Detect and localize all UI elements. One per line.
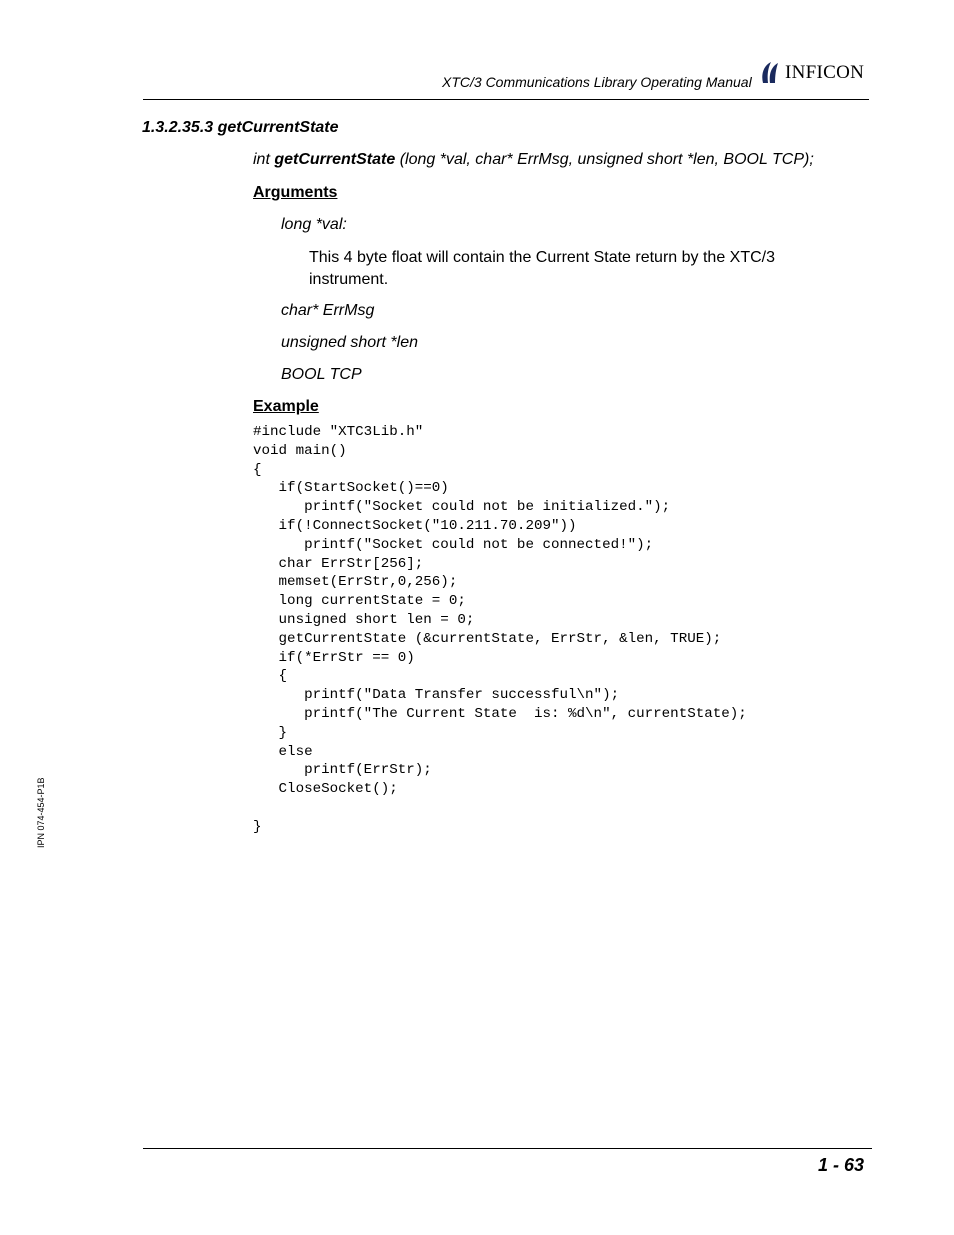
argument-description: This 4 byte float will contain the Current State return by the XTC/3 instrument.: [309, 249, 775, 288]
function-signature: [253, 151, 814, 169]
header-title: XTC/3 Communications Library Operating Manual: [442, 74, 752, 90]
argument-name: unsigned short *len: [281, 334, 418, 351]
argument-name: char* ErrMsg: [281, 302, 375, 319]
signature-function-name: getCurrentState: [274, 151, 396, 168]
argument-name: long *val:: [281, 216, 347, 233]
example-code-block: #include "XTC3Lib.h" void main() { if(StartSocket()==0) printf("Socket could not be initialized."); if(!ConnectSocket("10.211.70.209")) printf("Socket could not be connected!"); char ErrStr[256]; memset(ErrStr,0,256); long currentState = 0; unsigned short len = 0; getCurrentState (&currentState, ErrStr, &len, TRUE); if(*ErrStr == 0) { printf("Data Transfer successful\n"); printf("The Current State is: %d\n", currentState); } else printf(ErrStr); CloseSocket(); }: [253, 424, 747, 835]
arguments-heading: Arguments: [253, 184, 338, 201]
section-heading: 1.3.2.35.3 getCurrentState: [142, 119, 339, 136]
brand-logo: [760, 58, 864, 86]
inficon-logo-icon: [760, 60, 782, 84]
logo-text: INFICON: [785, 61, 865, 83]
argument-name: BOOL TCP: [281, 366, 362, 383]
page-number: 1 - 63: [818, 1155, 865, 1175]
signature-parameters: (long *val, char* ErrMsg, unsigned short *len, BOOL TCP);: [395, 151, 814, 168]
header-rule: [143, 99, 869, 100]
example-heading: Example: [253, 398, 319, 415]
signature-prefix: int: [253, 151, 275, 168]
footer-rule: [143, 1148, 872, 1149]
document-part-number: IPN 074-454-P1B: [36, 777, 46, 848]
